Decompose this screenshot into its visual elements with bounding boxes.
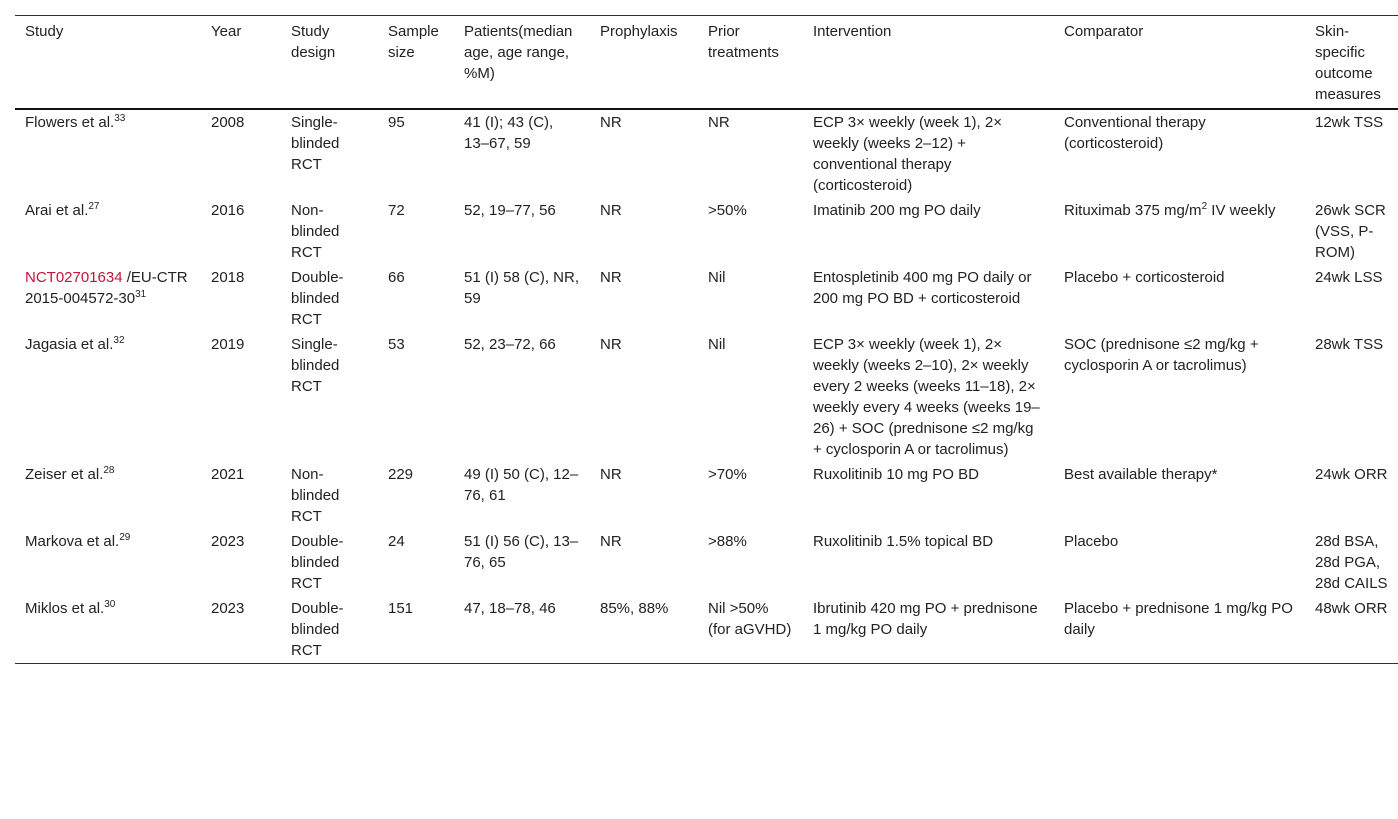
study-table-container bbox=[15, 15, 1398, 664]
header-prior-treatments: Prior treatments bbox=[708, 23, 779, 61]
cell-prior-treatments: >70% bbox=[708, 466, 747, 483]
cell-prior-treatments: Nil bbox=[708, 269, 726, 286]
cell-year: 2023 bbox=[211, 533, 245, 550]
cell-intervention: Entospletinib 400 mg PO daily or 200 mg PO BD + corticosteroid bbox=[813, 269, 1032, 307]
header-patients: Patients(median age, age range, %M) bbox=[464, 23, 573, 82]
cell-prophylaxis: NR bbox=[600, 202, 622, 219]
study-name: Markova et al. bbox=[25, 533, 120, 550]
cell-year: 2019 bbox=[211, 336, 245, 353]
cell-comparator bbox=[1054, 198, 1305, 265]
cell-prior-treatments: Nil bbox=[708, 336, 726, 353]
cell-outcome: 28wk TSS bbox=[1315, 336, 1384, 353]
cell-study bbox=[15, 462, 201, 529]
comparator-superscript: 2 bbox=[1201, 201, 1208, 212]
cell-study bbox=[15, 529, 201, 596]
cell-patients: 51 (I) 58 (C), NR, 59 bbox=[464, 269, 580, 307]
header-sample-size: Sample size bbox=[388, 23, 439, 61]
cell-year: 2021 bbox=[211, 466, 245, 483]
cell-sample-size: 95 bbox=[388, 114, 405, 131]
cell-patients: 52, 23–72, 66 bbox=[464, 336, 556, 353]
table-row bbox=[15, 529, 1398, 596]
study-reference: 32 bbox=[113, 335, 125, 346]
cell-year: 2008 bbox=[211, 114, 245, 131]
cell-intervention: Imatinib 200 mg PO daily bbox=[813, 202, 981, 219]
table-row bbox=[15, 596, 1398, 664]
table-row bbox=[15, 198, 1398, 265]
study-name: Zeiser et al. bbox=[25, 466, 104, 483]
cell-year: 2023 bbox=[211, 600, 245, 617]
cell-design: Single-blinded RCT bbox=[291, 336, 340, 395]
cell-prophylaxis: 85%, 88% bbox=[600, 600, 669, 617]
cell-study bbox=[15, 265, 201, 332]
cell-sample-size: 53 bbox=[388, 336, 405, 353]
cell-intervention: Ibrutinib 420 mg PO + prednisone 1 mg/kg PO daily bbox=[813, 600, 1038, 638]
cell-intervention: Ruxolitinib 10 mg PO BD bbox=[813, 466, 979, 483]
study-name: Jagasia et al. bbox=[25, 336, 114, 353]
table-row bbox=[15, 332, 1398, 462]
cell-outcome: 24wk ORR bbox=[1315, 466, 1388, 483]
cell-comparator: Placebo + prednisone 1 mg/kg PO daily bbox=[1064, 600, 1293, 638]
cell-comparator: Placebo + corticosteroid bbox=[1064, 269, 1225, 286]
cell-outcome: 48wk ORR bbox=[1315, 600, 1388, 617]
cell-prior-treatments: NR bbox=[708, 114, 730, 131]
cell-design: Double-blinded RCT bbox=[291, 533, 344, 592]
cell-intervention: ECP 3× weekly (week 1), 2× weekly (weeks 2–10), 2× weekly every 2 weeks (weeks 11–18), 2× weekly every 4 weeks (weeks 19–26) + SOC (prednisone ≤2 mg/kg + cyclosporin A or tacrolimus) bbox=[813, 336, 1040, 458]
cell-intervention: Ruxolitinib 1.5% topical BD bbox=[813, 533, 994, 550]
cell-comparator: Best available therapy* bbox=[1064, 466, 1218, 483]
cell-design: Non-blinded RCT bbox=[291, 466, 340, 525]
cell-outcome: 26wk SCR (VSS, P-ROM) bbox=[1315, 202, 1386, 261]
cell-patients: 49 (I) 50 (C), 12–76, 61 bbox=[464, 466, 579, 504]
cell-patients: 41 (I); 43 (C), 13–67, 59 bbox=[464, 114, 554, 152]
study-name: /EU-CTR 2015-004572-30 bbox=[25, 269, 188, 307]
cell-design: Single-blinded RCT bbox=[291, 114, 340, 173]
header-intervention: Intervention bbox=[813, 23, 892, 40]
cell-comparator: SOC (prednisone ≤2 mg/kg + cyclosporin A or tacrolimus) bbox=[1064, 336, 1259, 374]
cell-patients: 51 (I) 56 (C), 13–76, 65 bbox=[464, 533, 579, 571]
study-reference: 31 bbox=[135, 289, 147, 300]
study-reference: 30 bbox=[104, 599, 116, 610]
study-name: Flowers et al. bbox=[25, 114, 115, 131]
header-row bbox=[15, 16, 1398, 110]
cell-year: 2018 bbox=[211, 269, 245, 286]
cell-outcome: 28d BSA, 28d PGA, 28d CAILS bbox=[1315, 533, 1388, 592]
table-row bbox=[15, 462, 1398, 529]
cell-outcome: 12wk TSS bbox=[1315, 114, 1384, 131]
cell-study bbox=[15, 596, 201, 664]
cell-sample-size: 66 bbox=[388, 269, 405, 286]
header-comparator: Comparator bbox=[1064, 23, 1144, 40]
cell-study bbox=[15, 332, 201, 462]
cell-comparator: Placebo bbox=[1064, 533, 1119, 550]
cell-design: Non-blinded RCT bbox=[291, 202, 340, 261]
table-header bbox=[15, 16, 1398, 110]
table-row bbox=[15, 109, 1398, 198]
cell-prophylaxis: NR bbox=[600, 336, 622, 353]
header-year: Year bbox=[211, 23, 242, 40]
cell-prior-treatments: >88% bbox=[708, 533, 747, 550]
study-name: Arai et al. bbox=[25, 202, 89, 219]
cell-sample-size: 151 bbox=[388, 600, 414, 617]
study-reference: 33 bbox=[114, 113, 126, 124]
study-reference: 27 bbox=[88, 201, 100, 212]
cell-outcome: 24wk LSS bbox=[1315, 269, 1383, 286]
cell-prior-treatments: Nil >50% (for aGVHD) bbox=[708, 600, 792, 638]
cell-sample-size: 72 bbox=[388, 202, 405, 219]
cell-sample-size: 229 bbox=[388, 466, 414, 483]
header-study: Study bbox=[25, 23, 64, 40]
trial-registry-link[interactable]: NCT02701634 bbox=[25, 269, 123, 286]
cell-study bbox=[15, 198, 201, 265]
header-outcome-measures: Skin-specific outcome measures bbox=[1315, 23, 1381, 103]
header-prophylaxis: Prophylaxis bbox=[600, 23, 678, 40]
cell-design: Double-blinded RCT bbox=[291, 600, 344, 659]
study-name: Miklos et al. bbox=[25, 600, 105, 617]
table-body bbox=[15, 109, 1398, 664]
cell-comparator: Conventional therapy (corticosteroid) bbox=[1064, 114, 1206, 152]
cell-patients: 47, 18–78, 46 bbox=[464, 600, 556, 617]
cell-prophylaxis: NR bbox=[600, 114, 622, 131]
header-study-design: Study design bbox=[291, 23, 336, 61]
cell-year: 2016 bbox=[211, 202, 245, 219]
cell-sample-size: 24 bbox=[388, 533, 405, 550]
cell-design: Double-blinded RCT bbox=[291, 269, 344, 328]
cell-prior-treatments: >50% bbox=[708, 202, 747, 219]
comparator-text-end: IV weekly bbox=[1207, 202, 1276, 219]
study-reference: 28 bbox=[103, 465, 115, 476]
study-comparison-table bbox=[15, 15, 1398, 664]
study-reference: 29 bbox=[119, 532, 131, 543]
cell-prophylaxis: NR bbox=[600, 533, 622, 550]
cell-patients: 52, 19–77, 56 bbox=[464, 202, 556, 219]
cell-prophylaxis: NR bbox=[600, 466, 622, 483]
cell-prophylaxis: NR bbox=[600, 269, 622, 286]
cell-study bbox=[15, 109, 201, 198]
comparator-text: Rituximab 375 mg/m bbox=[1064, 202, 1202, 219]
cell-intervention: ECP 3× weekly (week 1), 2× weekly (weeks 2–12) + conventional therapy (corticosteroid) bbox=[813, 114, 1002, 194]
table-row bbox=[15, 265, 1398, 332]
